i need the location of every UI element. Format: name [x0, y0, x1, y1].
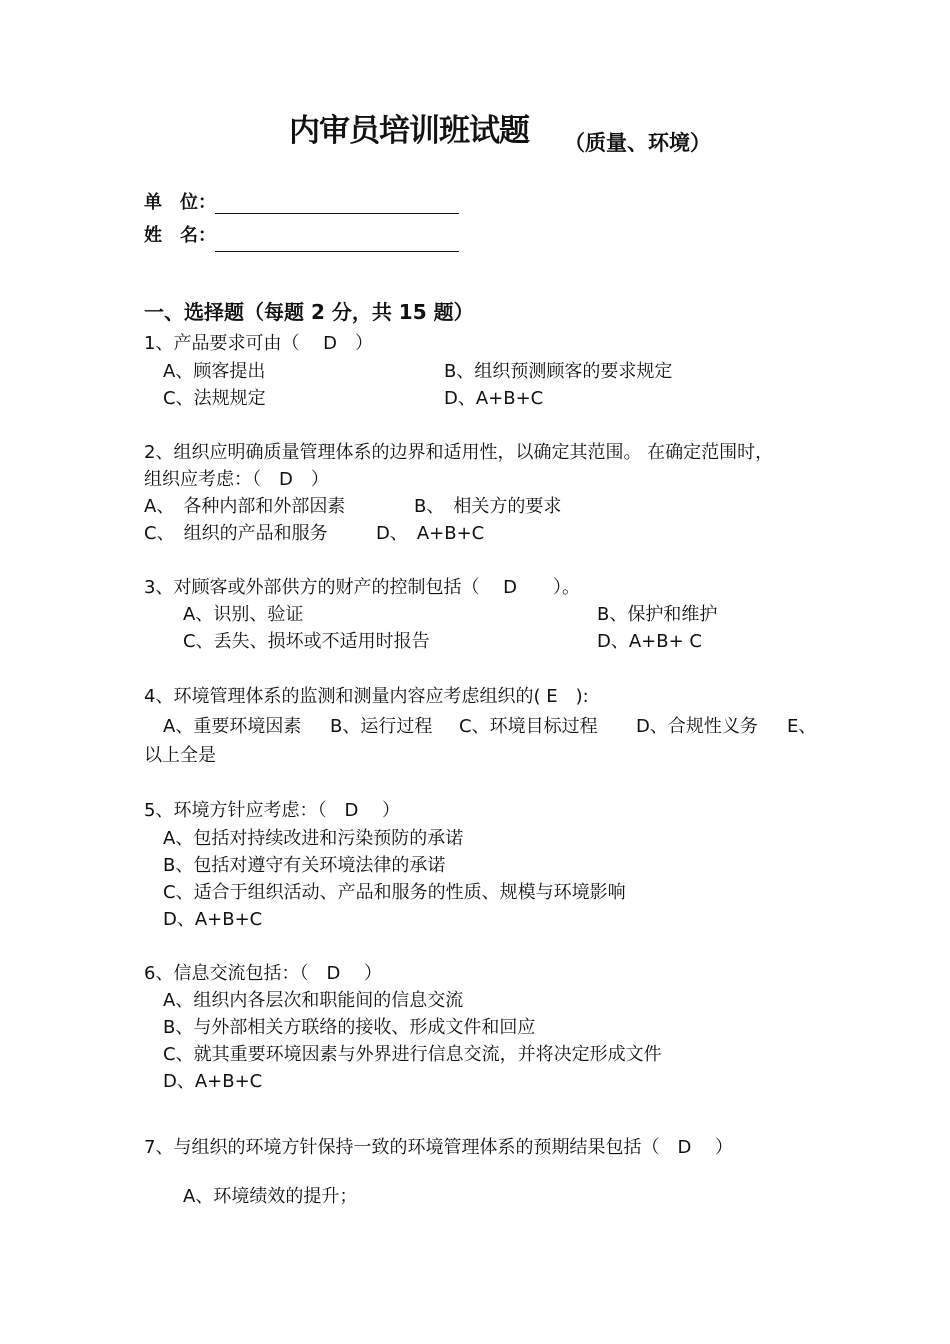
q3-option-a: A、识别、验证 — [183, 604, 304, 625]
name-underline — [215, 251, 459, 252]
q6-option-a: A、组织内各层次和职能间的信息交流 — [163, 990, 464, 1011]
q5-stem: 5、环境方针应考虑：（ D ） — [144, 800, 401, 821]
q4-stem: 4、环境管理体系的监测和测量内容应考虑组织的( E ): — [144, 686, 589, 707]
q1-stem: 1、产品要求可由（ D ） — [144, 333, 374, 354]
q4-option-d: D、合规性义务 — [636, 716, 758, 737]
q6-stem: 6、信息交流包括：（ D ） — [144, 963, 383, 984]
q5-option-b: B、包括对遵守有关环境法律的承诺 — [163, 855, 446, 876]
q6-option-d: D、A+B+C — [163, 1071, 263, 1092]
unit-label: 单 位： — [144, 192, 216, 213]
q6-option-c: C、就其重要环境因素与外界进行信息交流，并将决定形成文件 — [163, 1044, 662, 1065]
q3-option-d: D、A+B+ C — [597, 631, 702, 652]
unit-underline — [215, 213, 459, 214]
page-subtitle: （质量、环境） — [564, 131, 711, 155]
q2-option-c: C、 组织的产品和服务 — [144, 523, 328, 544]
q1-option-d: D、A+B+C — [444, 388, 544, 409]
q4-option-e: E、 — [787, 716, 817, 737]
q7-stem: 7、与组织的环境方针保持一致的环境管理体系的预期结果包括（ D ） — [144, 1137, 734, 1158]
q7-option-a: A、环境绩效的提升； — [183, 1186, 358, 1207]
q1-option-c: C、法规规定 — [163, 388, 266, 409]
q3-stem: 3、对顾客或外部供方的财产的控制包括（ D ）。 — [144, 577, 581, 598]
q2-option-b: B、 相关方的要求 — [414, 496, 562, 517]
q2-stem-line2: 组织应考虑：（ D ） — [144, 469, 329, 490]
page-title: 内审员培训班试题 — [289, 113, 529, 149]
q4-option-c: C、环境目标过程 — [459, 716, 598, 737]
q1-option-a: A、顾客提出 — [163, 361, 266, 382]
q4-option-a: A、重要环境因素 — [163, 716, 302, 737]
q4-option-e-continued: 以上全是 — [144, 745, 216, 766]
q5-option-d: D、A+B+C — [163, 909, 263, 930]
q4-option-b: B、运行过程 — [330, 716, 433, 737]
q6-option-b: B、与外部相关方联络的接收、形成文件和回应 — [163, 1017, 536, 1038]
q2-option-d: D、 A+B+C — [376, 523, 485, 544]
q2-option-a: A、 各种内部和外部因素 — [144, 496, 346, 517]
name-label: 姓 名： — [144, 225, 216, 246]
q5-option-c: C、适合于组织活动、产品和服务的性质、规模与环境影响 — [163, 882, 626, 903]
q2-stem-line1: 2、组织应明确质量管理体系的边界和适用性，以确定其范围。 在确定范围时， — [144, 442, 774, 463]
q3-option-c: C、丢失、损坏或不适用时报告 — [183, 631, 430, 652]
q1-option-b: B、组织预测顾客的要求规定 — [444, 361, 673, 382]
section-heading: 一、选择题（每题 2 分，共 15 题） — [144, 300, 474, 324]
q5-option-a: A、包括对持续改进和污染预防的承诺 — [163, 828, 464, 849]
q3-option-b: B、保护和维护 — [597, 604, 718, 625]
